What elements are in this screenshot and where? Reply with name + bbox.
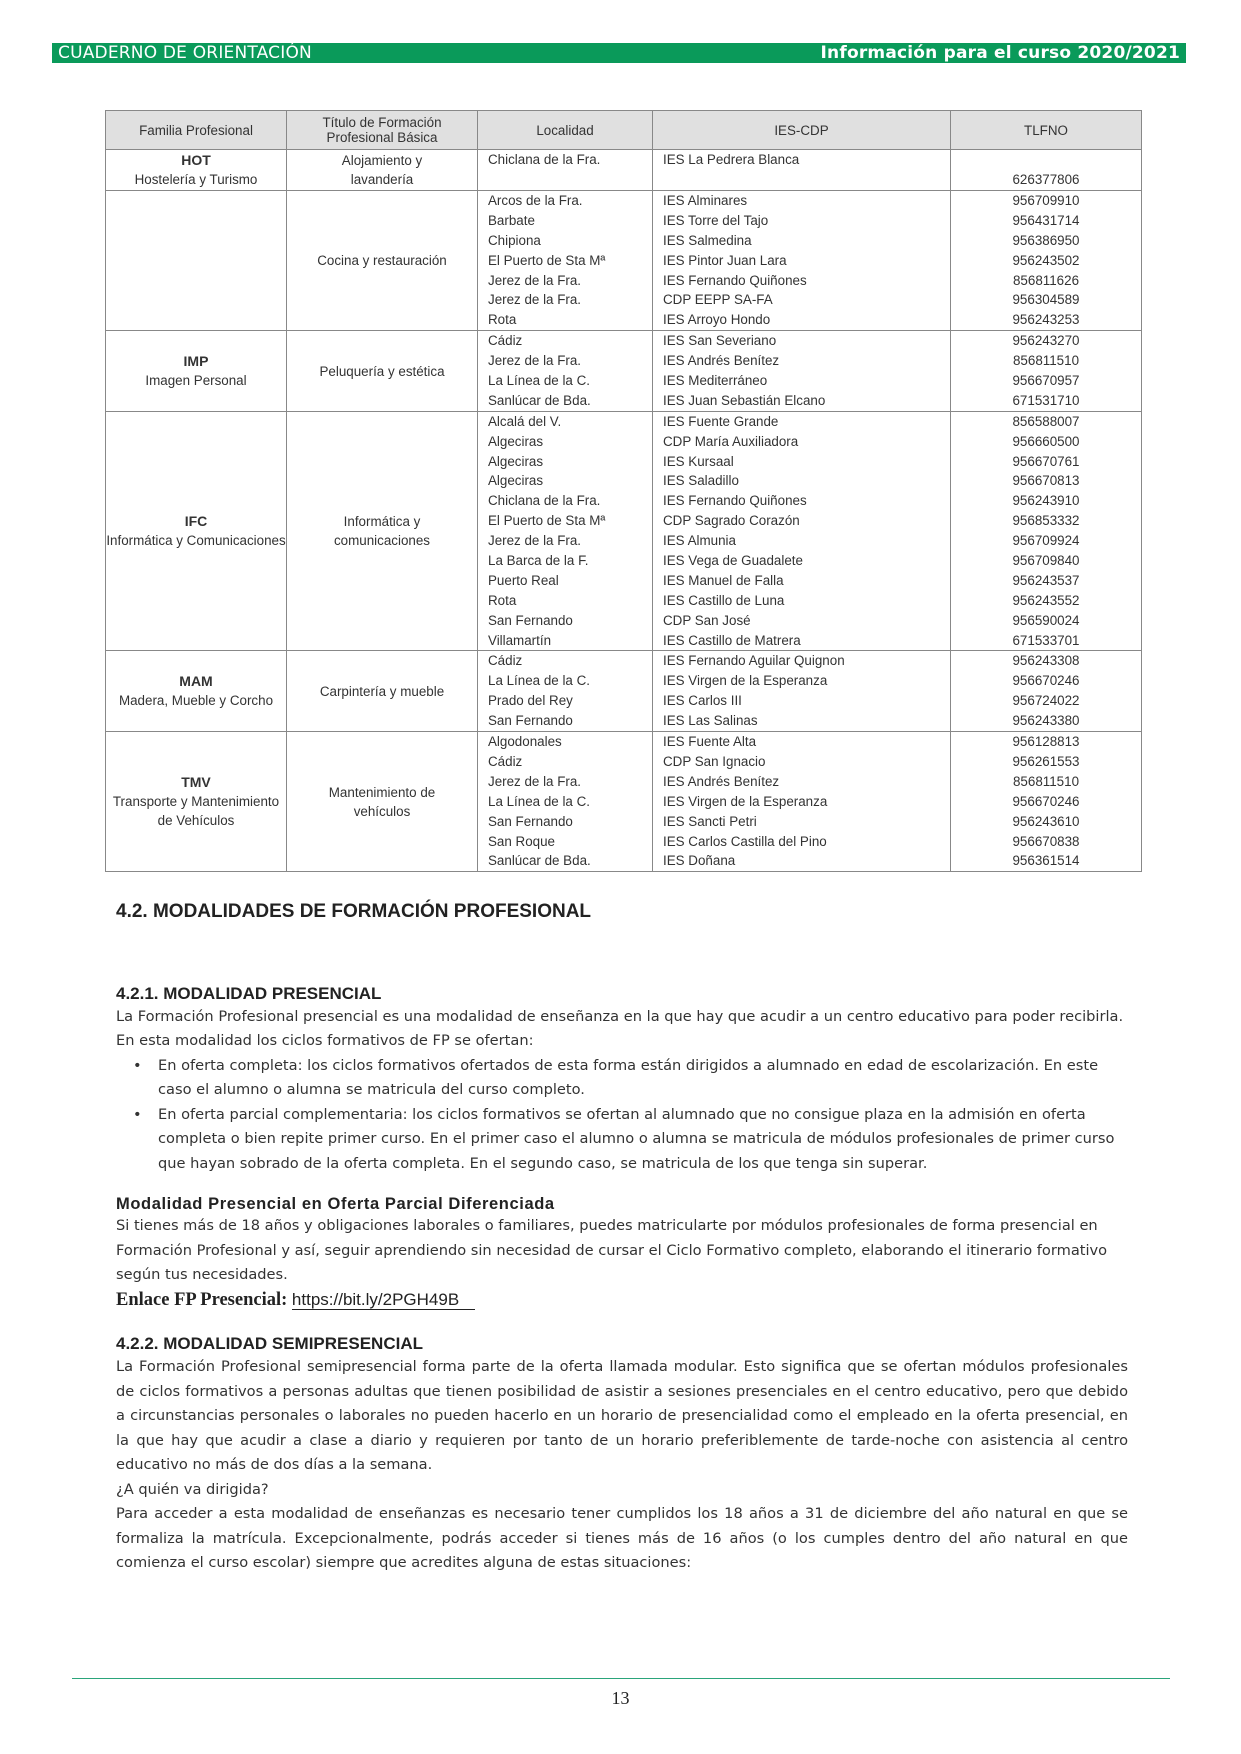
titulo-cell: Cocina y restauración: [287, 191, 478, 331]
localidad-entry: San Fernando: [488, 612, 573, 628]
table-header-row: [106, 111, 1142, 150]
localidad-entry: Jerez de la Fra.: [488, 533, 582, 549]
telefono-entry: 956590024: [1012, 612, 1080, 628]
centro-entry: IES Fuente Grande: [663, 413, 779, 429]
localidad-entry: Barbate: [488, 212, 535, 228]
familia-name: Madera, Mueble y Corcho: [118, 693, 274, 709]
telefono-entry: 626377806: [1012, 172, 1080, 188]
presencial-intro2: En esta modalidad los ciclos formativos de FP se ofertan:: [116, 1032, 534, 1049]
localidad-entry: San Roque: [488, 833, 556, 849]
centro-entry: IES Kursaal: [663, 453, 734, 469]
telefono-entry: 956670761: [1012, 453, 1080, 469]
telefono-entry: 956670838: [1012, 833, 1080, 849]
localidad-cell: [478, 651, 653, 732]
centro-cell: [653, 411, 951, 651]
localidad-entry: Jerez de la Fra.: [488, 272, 582, 288]
localidad-entry: Jerez de la Fra.: [488, 353, 582, 369]
centro-entry: IES Castillo de Luna: [663, 592, 785, 608]
centro-entry: IES Salmedina: [663, 232, 752, 248]
centro-entry: CDP Sagrado Corazón: [663, 513, 800, 529]
localidad-entry: Chiclana de la Fra.: [488, 152, 601, 167]
table-body: [106, 150, 1142, 872]
centro-entry: IES Andrés Benítez: [663, 353, 780, 369]
localidad-cell: [478, 191, 653, 331]
familia-cell: [106, 732, 287, 872]
telefono-entry: 671531710: [1012, 392, 1080, 408]
localidad-entry: Chiclana de la Fra.: [488, 493, 601, 509]
telefono-cell: [951, 411, 1142, 651]
localidad-entry: La Línea de la C.: [488, 673, 590, 689]
centro-entry: IES Almunia: [663, 533, 736, 549]
telefono-entry: 956670246: [1012, 793, 1080, 809]
telefono-entry: 956261553: [1012, 753, 1080, 769]
centro-entry: IES Carlos III: [663, 693, 742, 709]
telefono-entry: 856811626: [1012, 272, 1080, 288]
telefono-entry: 956243552: [1012, 592, 1080, 608]
centro-entry: CDP San Ignacio: [663, 753, 766, 769]
telefono-entry: 956670813: [1012, 473, 1080, 489]
localidad-entry: Jerez de la Fra.: [488, 292, 582, 308]
centro-cell: [653, 732, 951, 872]
localidad-entry: Algeciras: [488, 433, 544, 449]
localidad-entry: Rota: [488, 312, 517, 328]
telefono-entry: 956660500: [1012, 433, 1080, 449]
page-number: 13: [611, 1688, 630, 1708]
table-row: [106, 732, 1142, 872]
header-left-title: CUADERNO DE ORIENTACIÓN: [58, 43, 312, 63]
telefono-entry: 956128813: [1012, 734, 1080, 750]
telefono-cell: [951, 191, 1142, 331]
centro-entry: CDP María Auxiliadora: [663, 433, 799, 449]
semipresencial-heading: 4.2.2. MODALIDAD SEMIPRESENCIAL: [116, 1334, 423, 1353]
list-item: • En oferta parcial complementaria: los ciclos formativos se ofertan al alumnado que no consigue plaza en la admisión en oferta completa o bien repite primer curso. En el primer caso el alumno o alumna se matricula de módulos profesionales de primer curso que hayan sobrado de la oferta completa. En el segundo caso, se matricula de los que tenga sin superar.: [158, 1103, 1128, 1177]
familia-code: HOT: [181, 152, 211, 168]
fp-basica-table: [105, 110, 1142, 872]
telefono-entry: 671533701: [1012, 632, 1080, 648]
telefono-entry: 956243308: [1012, 653, 1080, 669]
localidad-cell: [478, 150, 653, 191]
familia-code: IFC: [184, 513, 208, 530]
oferta-parcial-heading: Modalidad Presencial en Oferta Parcial Diferenciada: [116, 1195, 555, 1213]
centro-entry: IES Mediterráneo: [663, 373, 768, 389]
main-content: [116, 900, 1128, 1576]
telefono-cell: [951, 150, 1142, 191]
header-centro: IES-CDP: [653, 111, 951, 150]
localidad-entry: San Fernando: [488, 813, 573, 829]
footer-divider: [72, 1678, 1170, 1679]
centro-entry: IES Fuente Alta: [663, 734, 757, 750]
presencial-intro: La Formación Profesional presencial es una modalidad de enseñanza en la que hay que acudir a un centro educativo para poder recibirla.: [116, 1007, 1124, 1025]
titulo-cell: Carpintería y mueble: [287, 651, 478, 732]
centro-entry: IES Castillo de Matrera: [663, 632, 801, 648]
centro-entry: IES Juan Sebastián Elcano: [663, 392, 826, 408]
centro-entry: IES Andrés Benítez: [663, 773, 780, 789]
table-row: [106, 331, 1142, 412]
localidad-entry: Algeciras: [488, 453, 544, 469]
localidad-entry: Sanlúcar de Bda.: [488, 853, 591, 869]
table-row: [106, 411, 1142, 651]
familia-cell: [106, 331, 287, 412]
telefono-entry: 956709924: [1012, 533, 1080, 549]
localidad-entry: Cádiz: [488, 653, 523, 669]
centro-cell: [653, 191, 951, 331]
familia-code: MAM: [179, 673, 213, 690]
localidad-entry: Chipiona: [488, 232, 541, 248]
enlace-paragraph: Enlace FP Presencial: https://bit.ly/2PGH49B: [116, 1288, 1128, 1314]
familia-cell: [106, 150, 287, 191]
centro-cell: [653, 331, 951, 412]
oferta-parcial-text: Si tienes más de 18 años y obligaciones laborales o familiares, puedes matricularte por módulos profesionales de forma presencial en Formación Profesional y así, seguir aprendiendo sin necesidad de cursar el Ciclo Formativo completo, elaborando el itinerario formativo según tus necesidades.: [116, 1217, 1108, 1283]
localidad-entry: Algodonales: [488, 734, 562, 750]
telefono-cell: [951, 732, 1142, 872]
header-familia: Familia Profesional: [106, 111, 287, 150]
localidad-entry: Algeciras: [488, 473, 544, 489]
telefono-entry: 956431714: [1012, 212, 1080, 228]
centro-cell: [653, 150, 951, 191]
centro-entry: IES Virgen de la Esperanza: [663, 793, 828, 809]
centro-cell: [653, 651, 951, 732]
list-item: • En oferta completa: los ciclos formativos ofertados de esta forma están dirigidos a alumnado en edad de escolarización. En este caso el alumno o alumna se matricula del curso completo.: [158, 1054, 1128, 1103]
localidad-entry: La Barca de la F.: [488, 553, 589, 569]
localidad-entry: La Línea de la C.: [488, 793, 590, 809]
telefono-entry: 956304589: [1012, 292, 1080, 308]
localidad-entry: Villamartín: [488, 632, 552, 648]
titulo-cell: Informática y comunicaciones: [287, 411, 478, 651]
centro-entry: IES Vega de Guadalete: [663, 553, 803, 569]
telefono-entry: 956724022: [1012, 693, 1080, 709]
telefono-entry: 956243910: [1012, 493, 1080, 509]
centro-entry: IES Las Salinas: [663, 713, 758, 729]
localidad-entry: Prado del Rey: [488, 693, 573, 709]
localidad-entry: Puerto Real: [488, 572, 559, 588]
centro-entry: CDP San José: [663, 612, 751, 628]
centro-entry: IES Fernando Quiñones: [663, 493, 807, 509]
centro-entry: IES Sancti Petri: [663, 813, 757, 829]
table-row: [106, 191, 1142, 331]
familia-name: Imagen Personal: [145, 373, 247, 389]
localidad-entry: Alcalá del V.: [488, 413, 562, 429]
centro-entry: IES Virgen de la Esperanza: [663, 673, 828, 689]
semipresencial-text: La Formación Profesional semipresencial forma parte de la oferta llamada modular. Esto significa que se ofertan módulos profesionales de ciclos formativos a personas adultas que tienen posibilidad de asistir a sesiones presenciales en el centro educativo, pero que debido a circunstancias personales o laborales no pueden hacerlo en un horario de presencialidad como el empleado en la oferta presencial, en la que hay que acudir a clase a diario y requieren por tanto de un horario preferiblemente de tarde-noche con asistencia al centro educativo no más de dos días a la semana.: [116, 1358, 1128, 1473]
localidad-entry: El Puerto de Sta Mª: [488, 252, 606, 268]
localidad-cell: [478, 331, 653, 412]
centro-entry: IES La Pedrera Blanca: [663, 152, 800, 167]
enlace-fp-presencial-link[interactable]: https://bit.ly/2PGH49B: [292, 1290, 475, 1310]
centro-entry: IES Manuel de Falla: [663, 572, 784, 588]
titulo-cell: Alojamiento y lavandería: [287, 150, 478, 191]
localidad-entry: Arcos de la Fra.: [488, 193, 583, 208]
telefono-entry: 956243610: [1012, 813, 1080, 829]
header-localidad: Localidad: [478, 111, 653, 150]
centro-entry: IES Fernando Quiñones: [663, 272, 807, 288]
centro-entry: IES Carlos Castilla del Pino: [663, 833, 827, 849]
localidad-entry: Rota: [488, 592, 517, 608]
telefono-entry: 856811510: [1012, 353, 1080, 369]
telefono-entry: 956853332: [1012, 513, 1080, 529]
header-right-title: Información para el curso 2020/2021: [820, 43, 1180, 63]
semipresencial-question: ¿A quién va dirigida?: [116, 1480, 269, 1498]
telefono-entry: 956243502: [1012, 252, 1080, 268]
telefono-cell: [951, 651, 1142, 732]
localidad-cell: [478, 732, 653, 872]
semipresencial-answer: Para acceder a esta modalidad de enseñanzas es necesario tener cumplidos los 18 años a 31 de diciembre del año natural en que se formaliza la matrícula. Excepcionalmente, podrás acceder si tienes más de 16 años (o los cumples dentro del año natural en que comienza el curso escolar) siempre que acredites alguna de estas situaciones:: [116, 1505, 1128, 1571]
section-heading: 4.2. MODALIDADES DE FORMACIÓN PROFESIONAL: [116, 901, 592, 922]
header-titulo: Título de Formación Profesional Básica: [287, 111, 478, 150]
telefono-entry: 956670957: [1012, 373, 1080, 389]
centro-entry: IES Fernando Aguilar Quignon: [663, 653, 845, 669]
telefono-entry: 956709840: [1012, 553, 1080, 569]
telefono-entry: 956709910: [1012, 193, 1080, 208]
telefono-entry: 956386950: [1012, 232, 1080, 248]
centro-entry: IES Pintor Juan Lara: [663, 252, 787, 268]
familia-cell: [106, 411, 287, 651]
localidad-entry: La Línea de la C.: [488, 373, 590, 389]
telefono-cell: [951, 331, 1142, 412]
presencial-heading: 4.2.1. MODALIDAD PRESENCIAL: [116, 983, 382, 1003]
enlace-label: Enlace FP Presencial: [116, 1289, 282, 1310]
telefono-entry: 856588007: [1012, 413, 1080, 429]
localidad-cell: [478, 411, 653, 651]
centro-entry: IES San Severiano: [663, 333, 777, 349]
localidad-entry: San Fernando: [488, 713, 573, 729]
table-row: [106, 150, 1142, 191]
centro-entry: IES Doñana: [663, 853, 736, 869]
page-header: [52, 43, 1186, 63]
header-telefono: TLFNO: [951, 111, 1142, 150]
telefono-entry: 956243253: [1012, 312, 1080, 328]
familia-name: Transporte y Mantenimiento de Vehículos: [112, 794, 280, 829]
familia-cell: [106, 191, 287, 331]
telefono-entry: 956670246: [1012, 673, 1080, 689]
telefono-entry: 956361514: [1012, 853, 1080, 869]
localidad-entry: Cádiz: [488, 753, 523, 769]
familia-code: IMP: [183, 353, 209, 370]
centro-entry: IES Torre del Tajo: [663, 212, 769, 228]
presencial-bullet-list: [116, 1054, 1128, 1177]
table-row: [106, 651, 1142, 732]
localidad-entry: Sanlúcar de Bda.: [488, 392, 591, 408]
familia-cell: [106, 651, 287, 732]
centro-entry: IES Saladillo: [663, 473, 739, 489]
telefono-entry: 956243270: [1012, 333, 1080, 349]
localidad-entry: Cádiz: [488, 333, 523, 349]
centro-entry: IES Alminares: [663, 193, 748, 208]
titulo-cell: Peluquería y estética: [287, 331, 478, 412]
familia-code: TMV: [181, 774, 211, 791]
titulo-cell: Mantenimiento de vehículos: [287, 732, 478, 872]
localidad-entry: El Puerto de Sta Mª: [488, 513, 606, 529]
telefono-entry: 856811510: [1012, 773, 1080, 789]
telefono-entry: 956243537: [1012, 572, 1080, 588]
centro-entry: CDP EEPP SA-FA: [663, 292, 773, 308]
telefono-entry: 956243380: [1012, 713, 1080, 729]
familia-name: Hostelería y Turismo: [134, 172, 258, 187]
centro-entry: IES Arroyo Hondo: [663, 312, 771, 328]
familia-name: Informática y Comunicaciones: [106, 533, 286, 549]
localidad-entry: Jerez de la Fra.: [488, 773, 582, 789]
